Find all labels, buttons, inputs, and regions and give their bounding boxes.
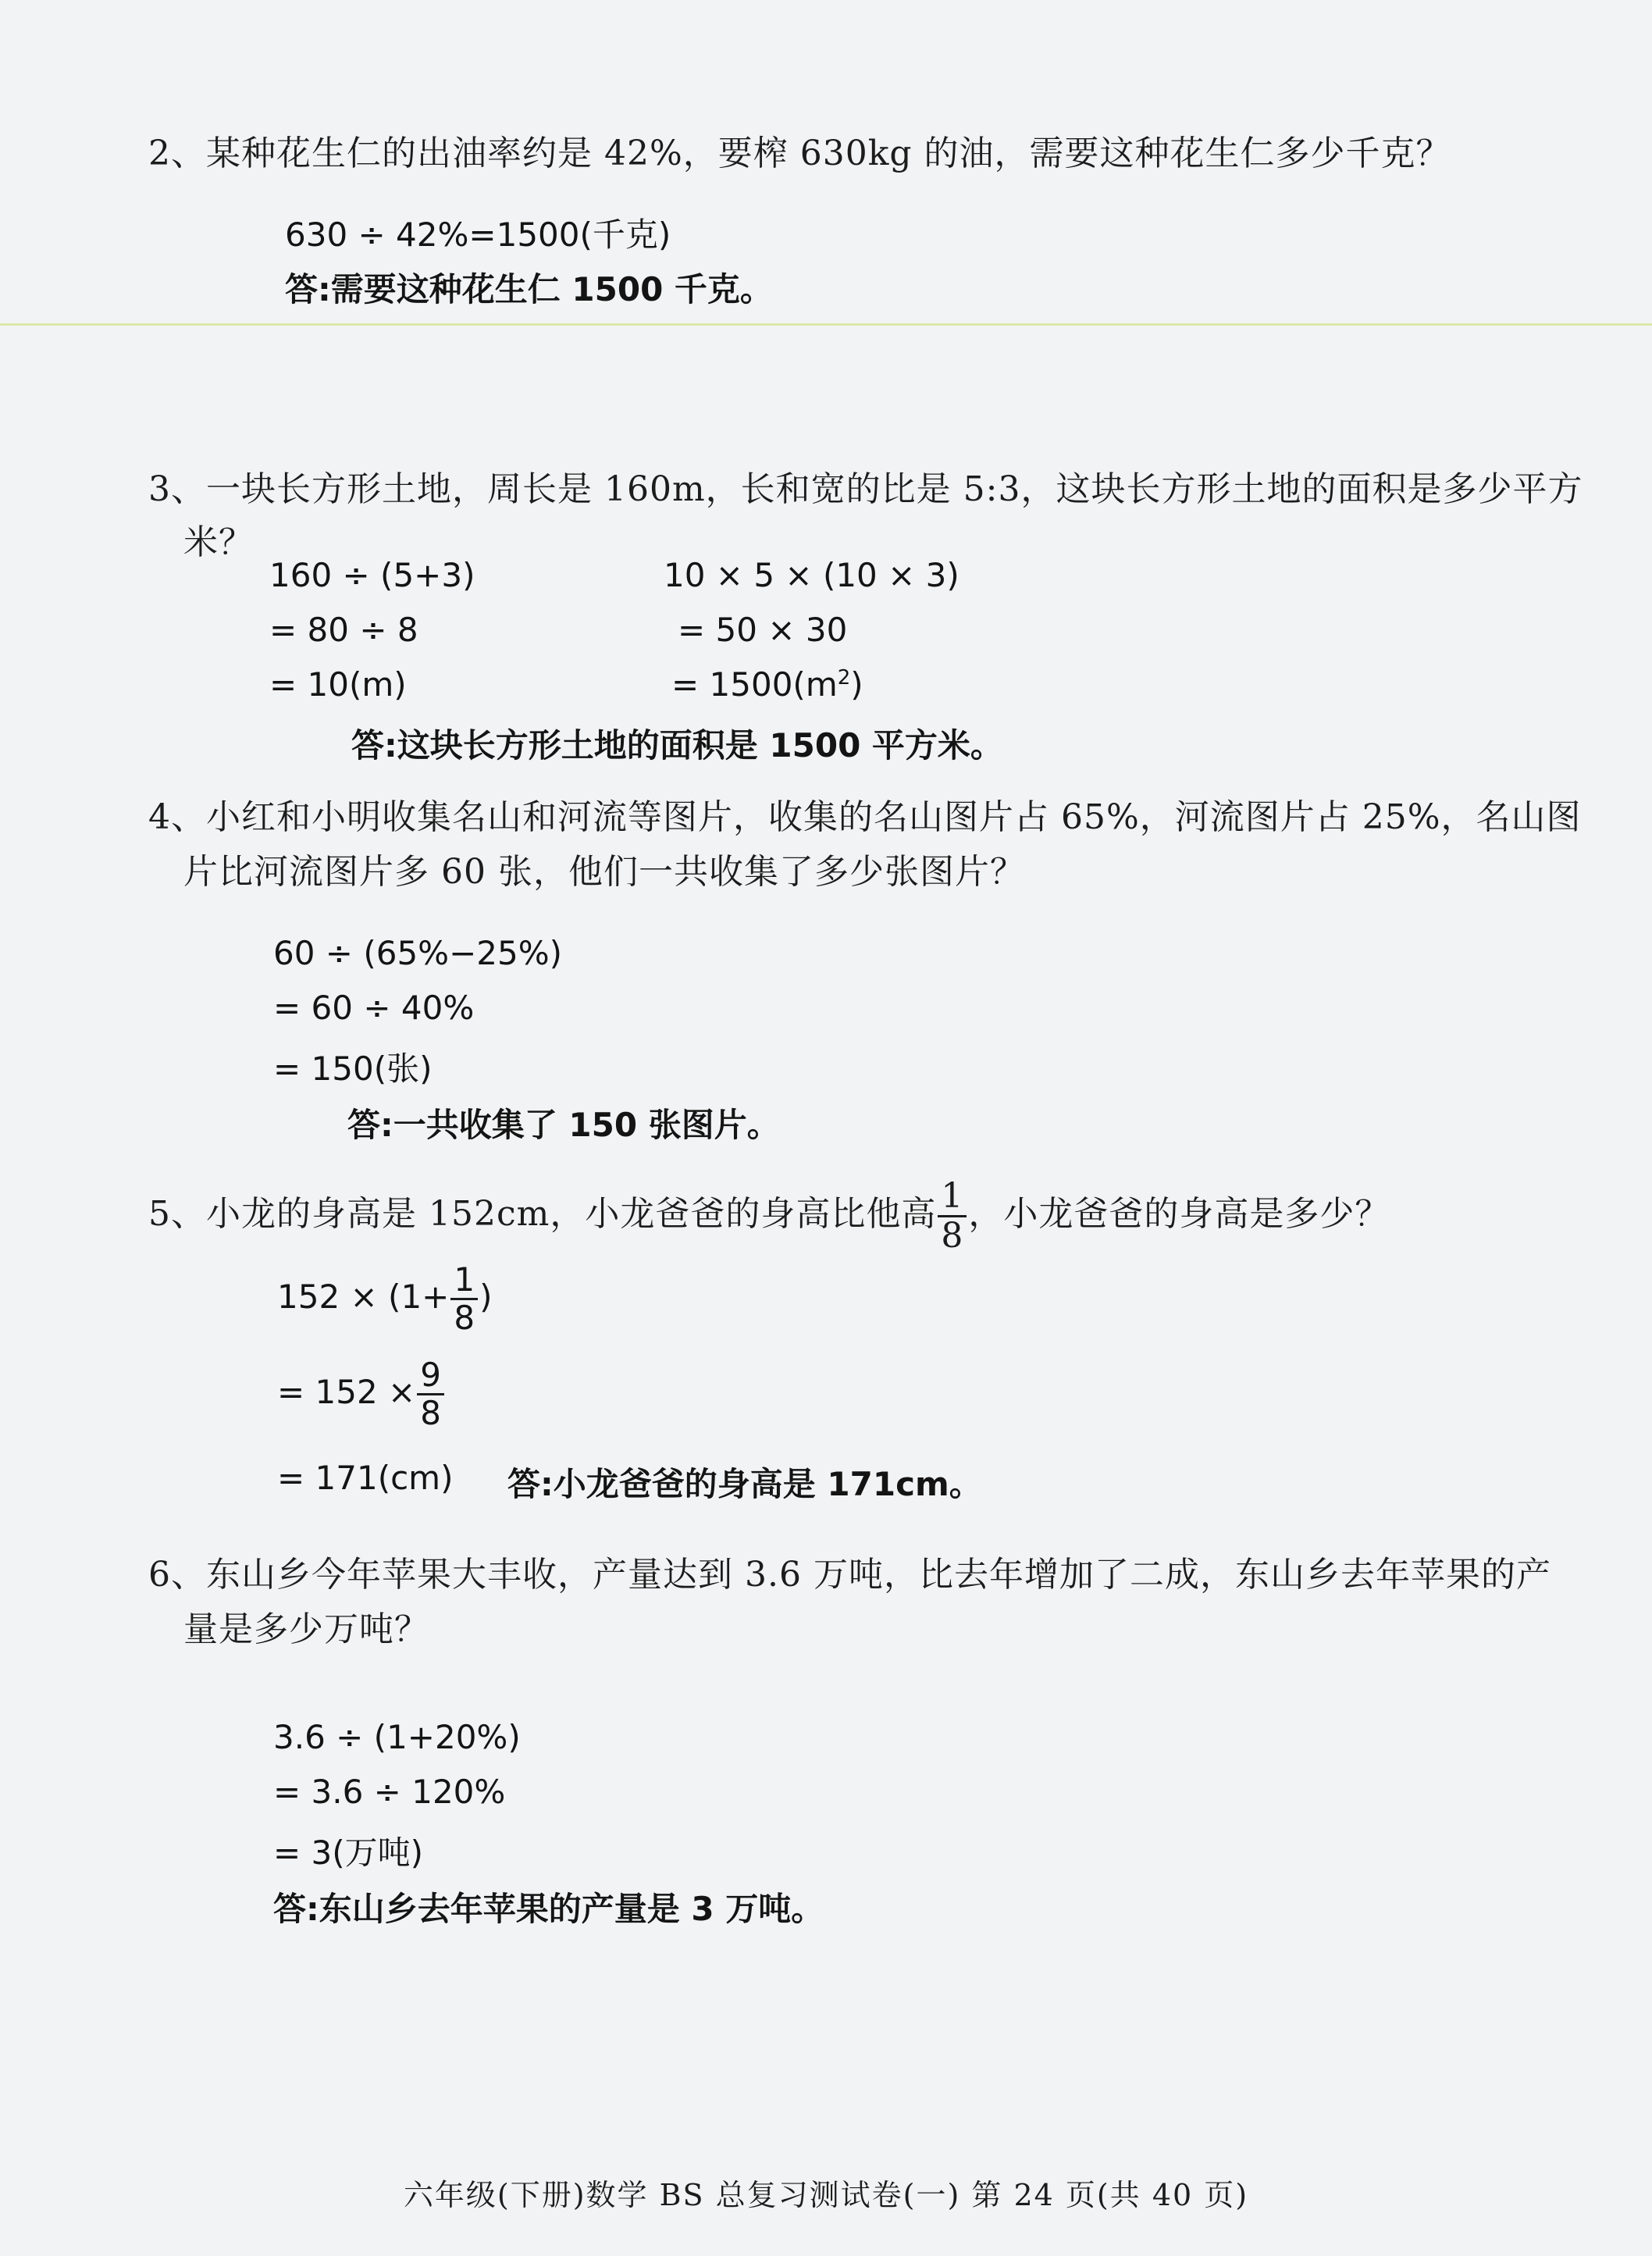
q4-calc-line-3: = 150(张) bbox=[273, 1050, 433, 1088]
question-6-line-2: 量是多少万吨？ bbox=[183, 1609, 429, 1649]
q3-right-calc-3: = $1500(m^2)$ bbox=[671, 665, 863, 704]
question-5-fraction: $\frac{1}{8}$ bbox=[938, 1179, 967, 1253]
question-3-line-1: 3、一块长方形土地，周长是 160m，长和宽的比是 5:3，这块长方形土地的面积是多少平方 bbox=[148, 469, 1583, 509]
question-2: 2、某种花生仁的出油率约是 42%，要榨 630kg 的油，需要这种花生仁多少千克？ bbox=[148, 134, 1451, 173]
question-3-line-2: 米？ bbox=[183, 522, 254, 562]
q3-right-calc-1: 10 × 5 × (10 × 3) bbox=[664, 556, 960, 594]
q6-answer: 答:东山乡去年苹果的产量是 3 万吨。 bbox=[273, 1890, 824, 1928]
q5-calc-fraction-2: $\frac{9}{8}$ bbox=[417, 1359, 444, 1430]
question-4-line-1: 4、小红和小明收集名山和河流等图片，收集的名山图片占 65%，河流图片占 25%，名山图 bbox=[148, 797, 1582, 837]
q3-left-calc-3: = 10(m) bbox=[269, 665, 407, 704]
q3-right-calc-2: = 50 × 30 bbox=[678, 611, 848, 649]
q4-calc-line-1: 60 ÷ (65%−25%) bbox=[273, 934, 563, 972]
q3-answer: 答:这块长方形土地的面积是 1500 平方米。 bbox=[351, 726, 1003, 764]
q2-answer: 答:需要这种花生仁 1500 千克。 bbox=[285, 270, 773, 308]
question-4-line-2: 片比河流图片多 60 张，他们一共收集了多少张图片？ bbox=[183, 852, 1025, 892]
q5-calc-fraction-1: $\frac{1}{8}$ bbox=[450, 1263, 478, 1335]
q5-answer: 答:小龙爸爸的身高是 171cm。 bbox=[507, 1465, 982, 1503]
q5-calc-line-1: 152 × (1+ $\frac{1}{8}$ ) bbox=[277, 1260, 493, 1337]
fold-line bbox=[0, 323, 1652, 326]
q6-calc-line-3: = 3(万吨) bbox=[273, 1834, 424, 1872]
q5-calc-line-3: = 171(cm) bbox=[277, 1459, 454, 1497]
page-footer: 六年级(下册)数学 BS 总复习测试卷(一) 第 24 页(共 40 页) bbox=[403, 2178, 1249, 2212]
q3-left-calc-1: 160 ÷ (5+3) bbox=[269, 556, 475, 594]
q6-calc-line-2: = 3.6 ÷ 120% bbox=[273, 1773, 506, 1811]
question-5: 5、小龙的身高是 152cm，小龙爸爸的身高比他高 $\frac{1}{8}$ ，小龙爸爸的身高是多少？ bbox=[148, 1176, 1390, 1256]
q4-answer: 答:一共收集了 150 张图片。 bbox=[347, 1106, 780, 1144]
q4-calc-line-2: = 60 ÷ 40% bbox=[273, 989, 475, 1027]
q6-calc-line-1: 3.6 ÷ (1+20%) bbox=[273, 1718, 521, 1756]
q5-calc-line-2: = 152 × $\frac{9}{8}$ bbox=[277, 1359, 446, 1430]
q2-calc-line-1: 630 ÷ 42%=1500(千克) bbox=[285, 216, 671, 254]
q3-left-calc-2: = 80 ÷ 8 bbox=[269, 611, 418, 649]
question-6-line-1: 6、东山乡今年苹果大丰收，产量达到 3.6 万吨，比去年增加了二成，东山乡去年苹果的产 bbox=[148, 1555, 1551, 1595]
